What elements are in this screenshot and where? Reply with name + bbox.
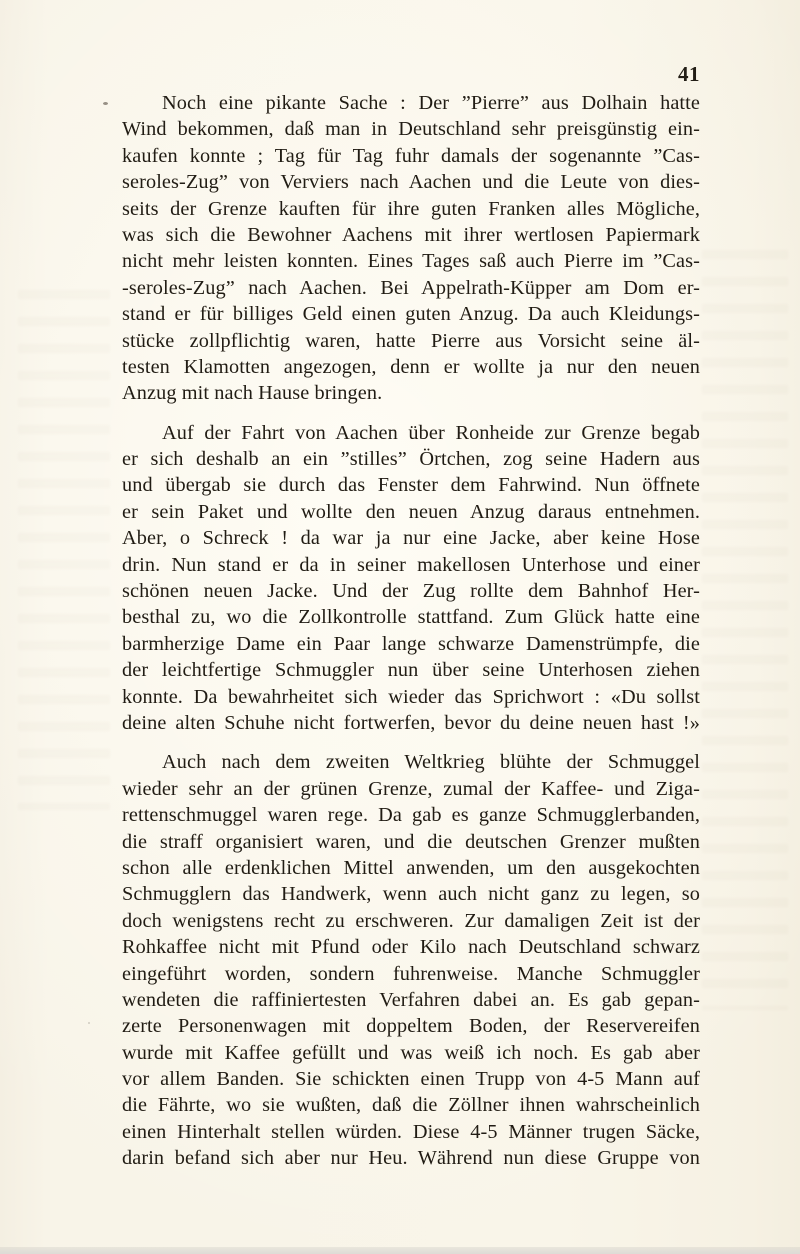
text-line: barmherzige Dame ein Paar lange schwarze Damenstrümpfe, die	[122, 632, 700, 655]
text-block	[122, 90, 700, 1185]
text-line: Wind bekommen, daß man in Deutschland sehr preisgünstig ein-	[122, 118, 700, 141]
text-line: kaufen konnte ; Tag für Tag fuhr damals der sogenannte ”Cas-	[122, 144, 700, 167]
text-line: -seroles-Zug” nach Aachen. Bei Appelrath-Küpper am Dom er-	[122, 276, 700, 299]
text-line: einen Hinterhalt stellen würden. Diese 4-5 Männer trugen Säcke,	[122, 1120, 700, 1143]
text-line: besthal zu, wo die Zollkontrolle stattfand. Zum Glück hatte eine	[122, 606, 700, 629]
text-line: nicht mehr leisten konnten. Eines Tages saß auch Pierre im ”Cas-	[122, 250, 700, 273]
text-line: seroles-Zug” von Verviers nach Aachen und die Leute von dies-	[122, 171, 700, 194]
text-line: wurde mit Kaffee gefüllt und was weiß ich noch. Es gab aber	[122, 1041, 700, 1064]
text-line: zerte Personenwagen mit doppeltem Boden, der Reservereifen	[122, 1015, 700, 1038]
text-line: doch wenigstens recht zu erschweren. Zur damaligen Zeit ist der	[122, 909, 700, 932]
scan-speck	[103, 102, 108, 105]
text-line: darin befand sich aber nur Heu. Während nun diese Gruppe von	[122, 1147, 700, 1170]
bleedthrough-left	[18, 290, 110, 810]
text-line: Noch eine pikante Sache : Der ”Pierre” aus Dolhain hatte	[162, 92, 700, 114]
text-line: was sich die Bewohner Aachens mit ihrer wertlosen Papiermark	[122, 223, 700, 246]
text-line: drin. Nun stand er da in seiner makellosen Unterhose und einer	[122, 553, 700, 576]
scan-speck	[88, 1022, 90, 1024]
text-line: deine alten Schuhe nicht fortwerfen, bevor du deine neuen hast !»	[122, 711, 700, 734]
text-line: Anzug mit nach Hause bringen.	[122, 382, 383, 405]
text-line: schon alle erdenklichen Mittel anwenden, um den ausgekochten	[122, 856, 700, 879]
text-line: vor allem Banden. Sie schickten einen Trupp von 4-5 Mann auf	[122, 1068, 700, 1091]
text-line: und übergab sie durch das Fenster dem Fahrwind. Nun öffnete	[122, 474, 700, 497]
text-line: Auf der Fahrt von Aachen über Ronheide zur Grenze begab	[162, 421, 700, 444]
text-line: stand er für billiges Geld einen guten Anzug. Da auch Kleidungs-	[122, 303, 700, 326]
text-line: der leichtfertige Schmuggler nun über seine Unterhosen ziehen	[122, 659, 700, 682]
text-line: Auch nach dem zweiten Weltkrieg blühte der Schmuggel	[162, 751, 700, 774]
paragraph	[122, 420, 700, 737]
text-line: Schmugglern das Handwerk, wenn auch nicht ganz zu legen, so	[122, 883, 700, 906]
paragraph	[122, 90, 700, 407]
scan-bottom-edge	[0, 1247, 800, 1254]
text-line: er sich deshalb an ein ”stilles” Örtchen, zog seine Hadern aus	[122, 448, 700, 471]
text-line: testen Klamotten angezogen, denn er wollte ja nur den neuen	[122, 355, 700, 378]
text-line: Rohkaffee nicht mit Pfund oder Kilo nach Deutschland schwarz	[122, 936, 700, 959]
text-line: wieder sehr an der grünen Grenze, zumal der Kaffee- und Ziga-	[122, 777, 700, 800]
text-line: die Fährte, wo sie wußten, daß die Zöllner ihnen wahrscheinlich	[122, 1094, 700, 1117]
text-line: schönen neuen Jacke. Und der Zug rollte dem Bahnhof Her-	[122, 580, 700, 603]
text-line: eingeführt worden, sondern fuhrenweise. Manche Schmuggler	[122, 962, 700, 985]
text-line: die straff organisiert waren, und die deutschen Grenzer mußten	[122, 830, 700, 853]
text-line: konnte. Da bewahrheitet sich wieder das Sprichwort : «Du sollst	[122, 685, 700, 708]
paragraph	[122, 749, 700, 1171]
text-line: stücke zollpflichtig waren, hatte Pierre aus Vorsicht seine äl-	[122, 329, 700, 352]
page-number: 41	[678, 62, 700, 86]
bleedthrough-right	[702, 250, 788, 1010]
text-line: Aber, o Schreck ! da war ja nur eine Jacke, aber keine Hose	[122, 527, 700, 550]
text-line: er sein Paket und wollte den neuen Anzug daraus entnehmen.	[122, 500, 700, 523]
text-line: rettenschmuggel waren rege. Da gab es ganze Schmugglerbanden,	[122, 804, 700, 827]
text-line: seits der Grenze kauften für ihre guten Franken alles Mögliche,	[122, 197, 700, 220]
text-line: wendeten die raffiniertesten Verfahren dabei an. Es gab gepan-	[122, 988, 700, 1011]
